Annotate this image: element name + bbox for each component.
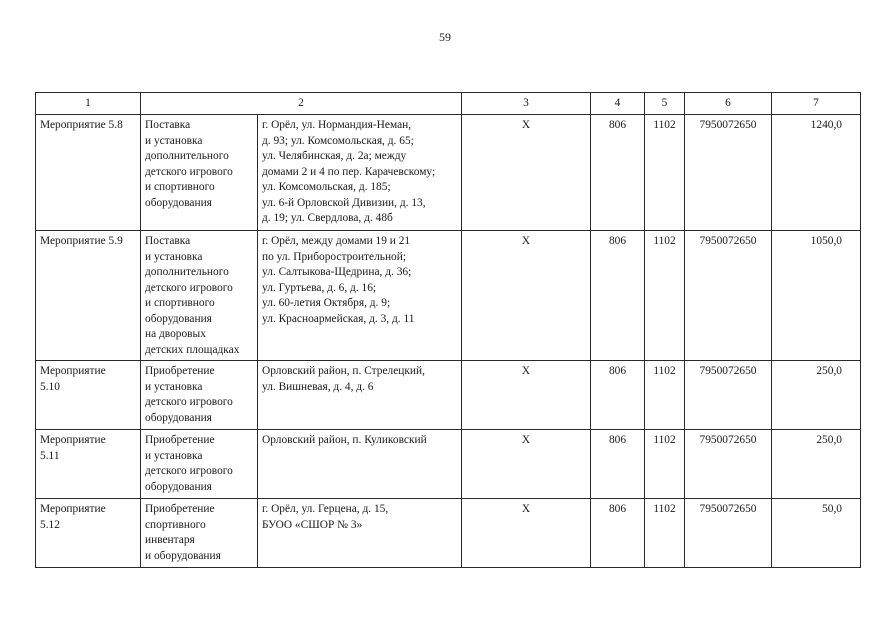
- table-row: [36, 115, 861, 231]
- col3-cell: Х: [462, 231, 591, 361]
- event-name-cell: Поставка и установка дополнительного детского игрового и спортивного оборудования на дворовых детских площадках: [141, 231, 258, 361]
- amount-cell: 1050,0: [772, 231, 861, 361]
- table-row: [36, 231, 861, 361]
- col5-cell: 1102: [645, 115, 685, 231]
- event-cell: Мероприятие 5.8: [36, 115, 141, 231]
- table-row: [36, 499, 861, 568]
- header-cell: 4: [591, 93, 645, 115]
- event-name-cell: Приобретение и установка детского игрового оборудования: [141, 430, 258, 499]
- amount-cell: 250,0: [772, 430, 861, 499]
- address-cell: Орловский район, п. Куликовский: [258, 430, 462, 499]
- event-cell: Мероприятие 5.10: [36, 361, 141, 430]
- page-number: 59: [439, 30, 451, 44]
- amount-cell: 1240,0: [772, 115, 861, 231]
- col4-cell: 806: [591, 115, 645, 231]
- event-cell: Мероприятие 5.9: [36, 231, 141, 361]
- header-cell: 1: [36, 93, 141, 115]
- col5-cell: 1102: [645, 231, 685, 361]
- col3-cell: Х: [462, 430, 591, 499]
- col6-cell: 7950072650: [685, 231, 772, 361]
- header-cell: 2: [141, 93, 462, 115]
- event-cell: Мероприятие 5.12: [36, 499, 141, 568]
- col4-cell: 806: [591, 361, 645, 430]
- header-cell: 3: [462, 93, 591, 115]
- table-header-row: [36, 93, 861, 115]
- event-cell: Мероприятие 5.11: [36, 430, 141, 499]
- col4-cell: 806: [591, 430, 645, 499]
- address-cell: г. Орёл, ул. Нормандия-Неман, д. 93; ул. Комсомольская, д. 65; ул. Челябинская, д. 2а; между домами 2 и 4 по пер. Карачевскому; ул. Комсомольская, д. 185; ул. 6-й Орловской Дивизии, д. 13, д. 19; ул. Свердлова, д. 48б: [258, 115, 462, 231]
- amount-cell: 250,0: [772, 361, 861, 430]
- col6-cell: 7950072650: [685, 430, 772, 499]
- address-cell: Орловский район, п. Стрелецкий, ул. Вишневая, д. 4, д. 6: [258, 361, 462, 430]
- col6-cell: 7950072650: [685, 361, 772, 430]
- col6-cell: 7950072650: [685, 499, 772, 568]
- col3-cell: Х: [462, 115, 591, 231]
- col4-cell: 806: [591, 231, 645, 361]
- amount-cell: 50,0: [772, 499, 861, 568]
- table-row: [36, 361, 861, 430]
- col5-cell: 1102: [645, 430, 685, 499]
- col3-cell: Х: [462, 499, 591, 568]
- event-name-cell: Приобретение спортивного инвентаря и оборудования: [141, 499, 258, 568]
- address-cell: г. Орёл, ул. Герцена, д. 15, БУОО «СШОР № 3»: [258, 499, 462, 568]
- col6-cell: 7950072650: [685, 115, 772, 231]
- event-name-cell: Поставка и установка дополнительного детского игрового и спортивного оборудования: [141, 115, 258, 231]
- col5-cell: 1102: [645, 499, 685, 568]
- budget-table: [35, 92, 861, 568]
- header-cell: 7: [772, 93, 861, 115]
- col5-cell: 1102: [645, 361, 685, 430]
- header-cell: 6: [685, 93, 772, 115]
- col4-cell: 806: [591, 499, 645, 568]
- col3-cell: Х: [462, 361, 591, 430]
- event-name-cell: Приобретение и установка детского игрового оборудования: [141, 361, 258, 430]
- address-cell: г. Орёл, между домами 19 и 21 по ул. Приборостроительной; ул. Салтыкова-Щедрина, д. 36; ул. Гуртьева, д. 6, д. 16; ул. 60-летия Октября, д. 9; ул. Красноармейская, д. 3, д. 11: [258, 231, 462, 361]
- table-row: [36, 430, 861, 499]
- header-cell: 5: [645, 93, 685, 115]
